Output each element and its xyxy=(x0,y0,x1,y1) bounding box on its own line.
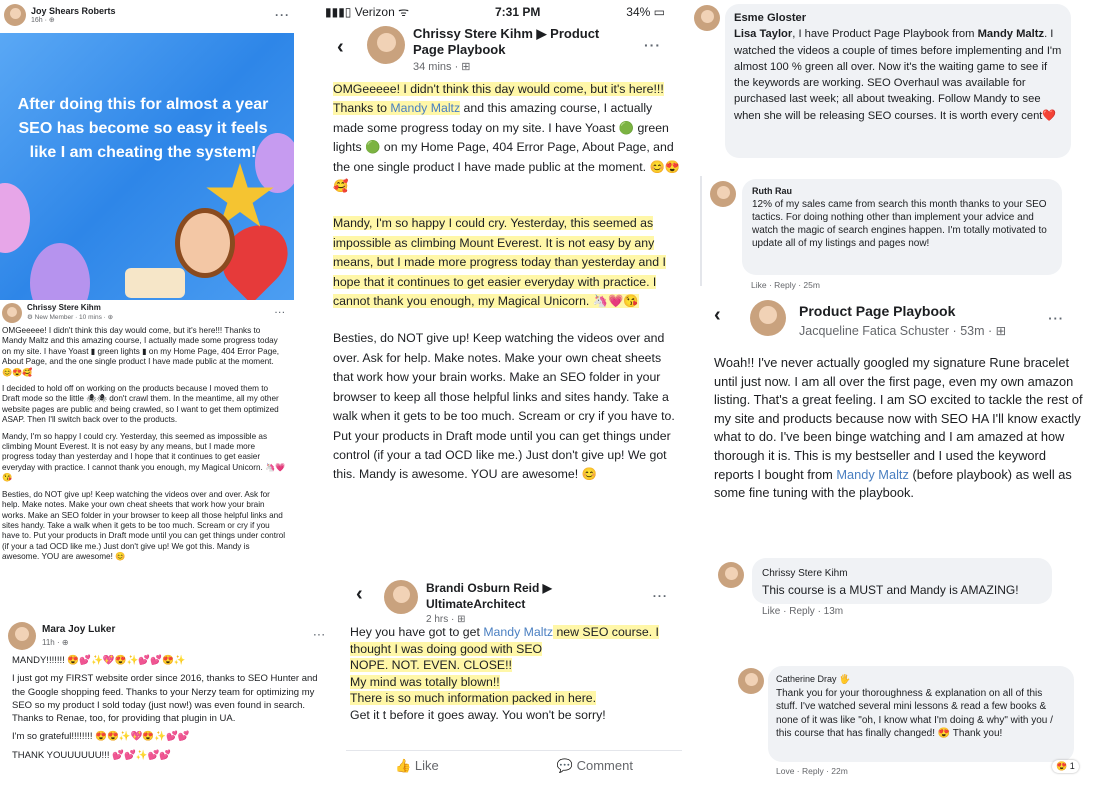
status-bar xyxy=(297,0,691,20)
cake-graphic xyxy=(125,268,185,298)
post-paragraph: OMGeeeee! I didn't think this day would come, but it's here!!! Thanks to Mandy Maltz and this amazing course, I actually made some progress today on my site. I have Yoast 🟢 green lights 🟢 on my Home Page, 404 Error Page, About Page, and the one single product I have made public at the moment. 😊😍🥰 xyxy=(333,82,681,194)
post-joy-shears-roberts xyxy=(0,0,294,300)
mention-link[interactable]: Mandy Maltz xyxy=(977,28,1045,41)
comment-chrissy-stere-kihm xyxy=(692,550,1096,662)
more-options-icon[interactable]: ··· xyxy=(1048,311,1064,326)
more-options-icon[interactable]: ··· xyxy=(313,630,326,642)
avatar[interactable] xyxy=(710,181,736,207)
balloon-graphic xyxy=(30,243,90,300)
post-time: 16h · ⊕ xyxy=(31,17,55,24)
group-title[interactable]: Product Page Playbook xyxy=(799,303,956,319)
author-name[interactable]: Chrissy Stere Kihm xyxy=(762,568,848,579)
post-chrissy-group xyxy=(0,300,288,606)
post-header xyxy=(297,20,691,80)
post-line: NOPE. NOT. EVEN. CLOSE!! xyxy=(350,658,512,673)
thread-line xyxy=(700,176,702,286)
comment-bubble xyxy=(742,179,1062,275)
post-header xyxy=(336,572,692,624)
post-line: THANK YOUUUUUU!!! 💕💕✨💕💕 xyxy=(12,749,172,761)
post-mara-joy-luker xyxy=(0,618,334,794)
comment-text: 12% of my sales came from search this month thanks to your SEO tactics. For doing nothing other than implement your advice and watch the magic of search engines happen. I'm totally motivated to update all of my listings and pages now! xyxy=(752,199,1047,249)
post-image xyxy=(0,33,294,300)
post-line: MANDY!!!!!!! 😍💕✨💖😍✨💕💕😍✨ xyxy=(12,655,186,666)
comment-catherine-dray xyxy=(692,662,1096,794)
avatar[interactable] xyxy=(694,5,720,31)
post-paragraph: I just got my FIRST website order since 2016, thanks to SEO Hunter and the Google shopping feed. Thanks to your Nerzy team for optimizing my SEO so my product I sold today (just now!) was even found in search. Thanks to Renae, too, for providing that plugin in UA. xyxy=(12,673,318,725)
comment-text: Thank you for your thoroughness & explanation on all of this stuff. I've watched several mini lessons & read a few books & none of it was like "oh, I know what I'm doing & why" with you / this course that has finally changed! 😍 Thank you! xyxy=(776,687,1053,740)
post-paragraph: Besties, do NOT give up! Keep watching the videos over and over. Ask for help. Make notes. Make your own cheat sheets that work how your brain works. Make an SEO folder in your browser to keep all those helpful links and sites handy. Take a walk when it gets to be too much. Scream or cry if you have to. Put your products in Draft mode until you can get things under control (if your a tad OCD like me.) Just don't give up! We got this. Mandy is awesome. YOU are awesome! 😊 xyxy=(333,331,675,482)
like-button[interactable]: 👍 Like xyxy=(395,758,439,773)
mention-link[interactable]: Mandy Maltz xyxy=(836,466,909,482)
post-time: 11h · ⊕ xyxy=(42,638,69,647)
carrier-signal: ▮▮▮▯ Verizon ᯤ xyxy=(325,5,410,19)
avatar[interactable] xyxy=(367,26,405,64)
post-line: I'm so grateful!!!!!!!! 😍😍✨💖😍✨💕💕 xyxy=(12,731,190,743)
post-paragraph: I decided to hold off on working on the products because I moved them to Draft mode so the little 🕷🕷 don't crawl them. In the meantime, all my other website pages are public and being crawled, so I want to get them optimized ASAP. Then I'll switch back over to the products. xyxy=(2,384,279,425)
member-badge: ⚙ New Member · 10 mins · ⊕ xyxy=(27,314,114,321)
post-paragraph: Besties, do NOT give up! Keep watching the videos over and over. Ask for help. Make notes. Make your own cheat sheets that work how your brain works. Make an SEO folder in your browser to keep all those helpful links and sites handy. Take a walk when it gets to be too much. Scream or cry if you have to. Put your products in Draft mode until you can get things under control (if your a tad OCD like me.) Just don't give up! We got this. Mandy is awesome. YOU are awesome! 😊 xyxy=(2,489,286,562)
comment-button[interactable]: 💬 Comment xyxy=(556,758,633,773)
comment-bubble xyxy=(768,666,1074,762)
post-header xyxy=(0,0,294,30)
more-options-icon[interactable]: ··· xyxy=(644,37,661,53)
comment-bubble xyxy=(725,4,1071,158)
reaction-count[interactable]: 😍 1 xyxy=(1052,760,1079,773)
bitmoji-graphic xyxy=(175,208,235,278)
comment-esme-gloster xyxy=(692,0,1096,172)
post-chrissy-mobile xyxy=(297,0,691,572)
author-name[interactable]: Catherine Dray 🖐 xyxy=(776,674,851,684)
post-paragraph: Mandy, I'm so happy I could cry. Yesterday, this seemed as impossible as climbing Mount Everest. It is not easy by any means, but I made more progress today than yesterday and I hope that it continues to get easier everyday with practice. I cannot thank you enough, my Magical Unicorn. 🦄💗😘 xyxy=(2,431,286,483)
avatar[interactable] xyxy=(2,303,22,323)
back-arrow-icon[interactable]: ‹ xyxy=(337,36,344,58)
mention-link[interactable]: Mandy Maltz xyxy=(390,101,461,116)
mention-link[interactable]: Mandy Maltz xyxy=(483,625,554,639)
battery-indicator: 34% ▭ xyxy=(626,5,665,19)
balloon-graphic xyxy=(0,183,30,253)
avatar[interactable] xyxy=(384,580,418,614)
author-name[interactable]: Joy Shears Roberts xyxy=(31,6,116,16)
comment-bubble xyxy=(752,558,1052,604)
more-options-icon[interactable]: ··· xyxy=(275,8,290,22)
more-options-icon[interactable]: ··· xyxy=(274,307,286,317)
post-paragraph: Mandy, I'm so happy I could cry. Yesterday, this seemed as impossible as climbing Mount Everest. It is not easy by any means, but I made more progress today than yesterday and I hope that it continues to get easier everyday with practice. I cannot thank you enough, my Magical Unicorn. 🦄💗😘 xyxy=(333,216,666,309)
post-header xyxy=(0,618,334,654)
comment-ruth-rau xyxy=(692,172,1096,296)
post-brandi-osburn-reid xyxy=(336,572,692,794)
comment-text: This course is a MUST and Mandy is AMAZING! xyxy=(762,583,1019,597)
post-actions xyxy=(336,758,692,775)
divider xyxy=(346,750,682,751)
author-name[interactable]: Chrissy Stere Kihm xyxy=(27,302,101,312)
post-image-text: After doing this for almost a year SEO has become so easy it feels like I am cheating the system! xyxy=(17,96,269,161)
author-name[interactable]: Mara Joy Luker xyxy=(42,623,116,635)
avatar[interactable] xyxy=(8,622,36,650)
avatar[interactable] xyxy=(738,668,764,694)
comment-text: Lisa Taylor, I have Product Page Playbook from Mandy Maltz. I watched the videos a couple of times before implementing and I'm almost 100 % green all over. Now it's the waiting game to see if the keywords are working. SEO Overhaul was available for purchased last week; all about tweaking. Follow Mandy to see when she will be releasing SEO courses. It is worth every cent❤️ xyxy=(734,28,1062,122)
author-name[interactable]: Ruth Rau xyxy=(752,186,792,196)
mention-link[interactable]: Lisa Taylor xyxy=(734,28,793,41)
post-product-page-playbook xyxy=(692,296,1096,550)
post-line: My mind was totally blown!! xyxy=(350,674,500,689)
comment-actions[interactable]: Like · Reply · 25m xyxy=(751,280,820,290)
clock: 7:31 PM xyxy=(495,5,541,19)
avatar[interactable] xyxy=(4,4,26,26)
comment-actions[interactable]: Love · Reply · 22m xyxy=(776,766,848,776)
avatar[interactable] xyxy=(750,300,786,336)
back-arrow-icon[interactable]: ‹ xyxy=(356,583,363,605)
back-arrow-icon[interactable]: ‹ xyxy=(714,304,721,326)
post-line: Hey you have got to get Mandy Maltz new SEO course. I thought I was doing good with SEO xyxy=(350,625,659,656)
more-options-icon[interactable]: ··· xyxy=(652,589,668,603)
post-time: 2 hrs · ⊞ xyxy=(426,614,466,625)
author-name[interactable]: Esme Gloster xyxy=(734,12,807,24)
post-paragraph: OMGeeeee! I didn't think this day would come, but it's here!!! Thanks to Mandy Maltz and this amazing course, I actually made some progress today on my site. I have Yoast ▮ green lights ▮ on my Home Page, 404 Error Page, About Page, and the one single product I have made public at the moment. 😊😍🥰 xyxy=(2,326,280,377)
post-time: Jacqueline Fatica Schuster · 53m · ⊞ xyxy=(799,324,1007,338)
post-title[interactable]: Chrissy Stere Kihm ▶ Product Page Playbook xyxy=(413,26,600,57)
post-header xyxy=(0,300,288,326)
post-line: Get it t before it goes away. You won't be sorry! xyxy=(350,707,606,722)
post-title[interactable]: Brandi Osburn Reid ▶ UltimateArchitect xyxy=(426,581,552,611)
post-header xyxy=(692,296,1096,344)
avatar[interactable] xyxy=(718,562,744,588)
comment-actions[interactable]: Like · Reply · 13m xyxy=(762,606,844,617)
post-time: 34 mins · ⊞ xyxy=(413,61,471,73)
post-paragraph: Woah!! I've never actually googled my signature Rune bracelet until just now. I am all over the first page, even my own amazon listing. That's a great feeling. I am SO excited to tackle the rest of my site and products because now with SEO HA I'll know exactly what to do. I've been binge watching and I am amazed at how thorough it is. This is my bestseller and I used the keyword reports I bought from Mandy Maltz (before playbook) as well as some fine tuning with the playbook. xyxy=(714,355,1083,501)
post-line: There is so much information packed in here. xyxy=(350,691,597,706)
